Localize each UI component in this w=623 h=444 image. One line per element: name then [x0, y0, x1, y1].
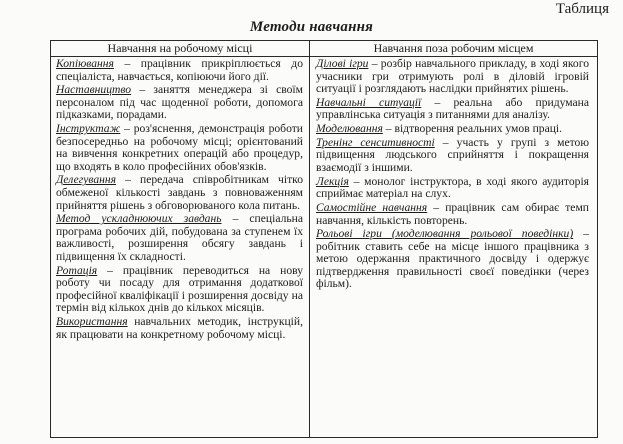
- header-on-the-job: Навчання на робочому місці: [107, 41, 253, 55]
- table-header-row: [51, 41, 597, 57]
- method-entry: [316, 123, 589, 136]
- method-entry: [56, 174, 303, 212]
- method-description: – заняття менеджера зі своїм персоналом під час щоденної роботи, допомога підказками, порадами.: [56, 83, 303, 122]
- method-description: – роз'яснення, демонстрація роботи безпосередньо на робочому місці; орієнтований на вивчення конкретних операцій або процедур, що входять в коло професійних обов'язків.: [56, 122, 303, 173]
- method-description: – працівник прикріплюється до спеціаліста, навчається, копіюючи його дії.: [56, 57, 303, 83]
- method-description: – реальна або придумана управлінська ситуація з питаннями для аналізу.: [316, 95, 589, 122]
- method-description: – монолог інструктора, в ході якого аудиторія сприймає матеріал на слух.: [316, 174, 589, 201]
- method-entry: [316, 137, 589, 175]
- header-off-the-job: Навчання поза робочим місцем: [373, 41, 534, 55]
- method-term: Ротація: [56, 263, 98, 277]
- method-description: – розбір навчального прикладу, в ході якого учасники гри отримують ролі в діловій ігровій ситуації і розглядають наслідки прийнятих рішень.: [316, 57, 589, 96]
- method-description: – передача співробітникам чітко обмеженої кількості завдань з повноваженням прийняття рішень з обговорюваного кола питань.: [56, 173, 303, 212]
- method-term: Інструктаж: [56, 122, 121, 136]
- method-entry: [316, 228, 589, 291]
- method-entry: [316, 97, 589, 122]
- method-entry: [56, 265, 303, 315]
- method-term: Самостійне навчання: [316, 200, 428, 214]
- methods-table: [50, 40, 598, 438]
- method-term: Ділові ігри: [316, 57, 369, 70]
- table-title: Методи навчання: [249, 19, 374, 35]
- method-term: Навчальні ситуації: [316, 95, 422, 109]
- method-entry: [56, 58, 303, 83]
- method-description: – працівник переводиться на нову роботу чи посаду для отримання додаткової професійної кваліфікації і розширення досвіду на термін від кількох днів до кількох місяців.: [56, 263, 303, 315]
- method-term: Рольові ігри (моделювання рольової поведінки): [316, 227, 574, 241]
- method-entry: [56, 316, 303, 341]
- method-term: Метод ускладнюючих завдань: [56, 212, 222, 226]
- method-description: – робітник ставить себе на місце іншого працівника з метою одержання практичного досвіду і одержує підтвердження правильності своєї поведінки (через фільм).: [316, 227, 590, 291]
- off-the-job-methods-cell: [310, 57, 597, 437]
- method-description: – відтворення реальних умов праці.: [382, 122, 563, 136]
- method-term: Тренінг сенситивності: [316, 135, 435, 149]
- method-description: – працівник сам обирає темп навчання, кількість повторень.: [316, 200, 589, 227]
- method-description: навчальних методик, інструкцій, як працювати на конкретному робочому місці.: [56, 315, 303, 341]
- method-entry: [56, 213, 303, 263]
- on-the-job-methods-cell: [51, 57, 309, 437]
- method-term: Копіювання: [56, 57, 114, 70]
- method-term: Лекція: [316, 174, 349, 188]
- method-description: – спеціальна програма робочих дій, побудована за ступенем їх важливості, розширення обсягу завдань і підвищення їх складності.: [56, 212, 303, 263]
- method-term: Наставництво: [56, 83, 132, 97]
- method-term: Використання: [56, 315, 128, 329]
- method-entry: [316, 202, 589, 227]
- method-entry: [316, 176, 589, 201]
- method-entry: [56, 84, 303, 122]
- method-entry: [56, 123, 303, 173]
- method-entry: [316, 58, 589, 96]
- table-label: Таблиця: [555, 1, 609, 17]
- method-term: Моделювання: [316, 122, 383, 136]
- method-description: – участь у групі з метою підвищення людського сприйняття і покращення взаємодії з іншими.: [316, 135, 589, 174]
- method-term: Делегування: [56, 173, 117, 187]
